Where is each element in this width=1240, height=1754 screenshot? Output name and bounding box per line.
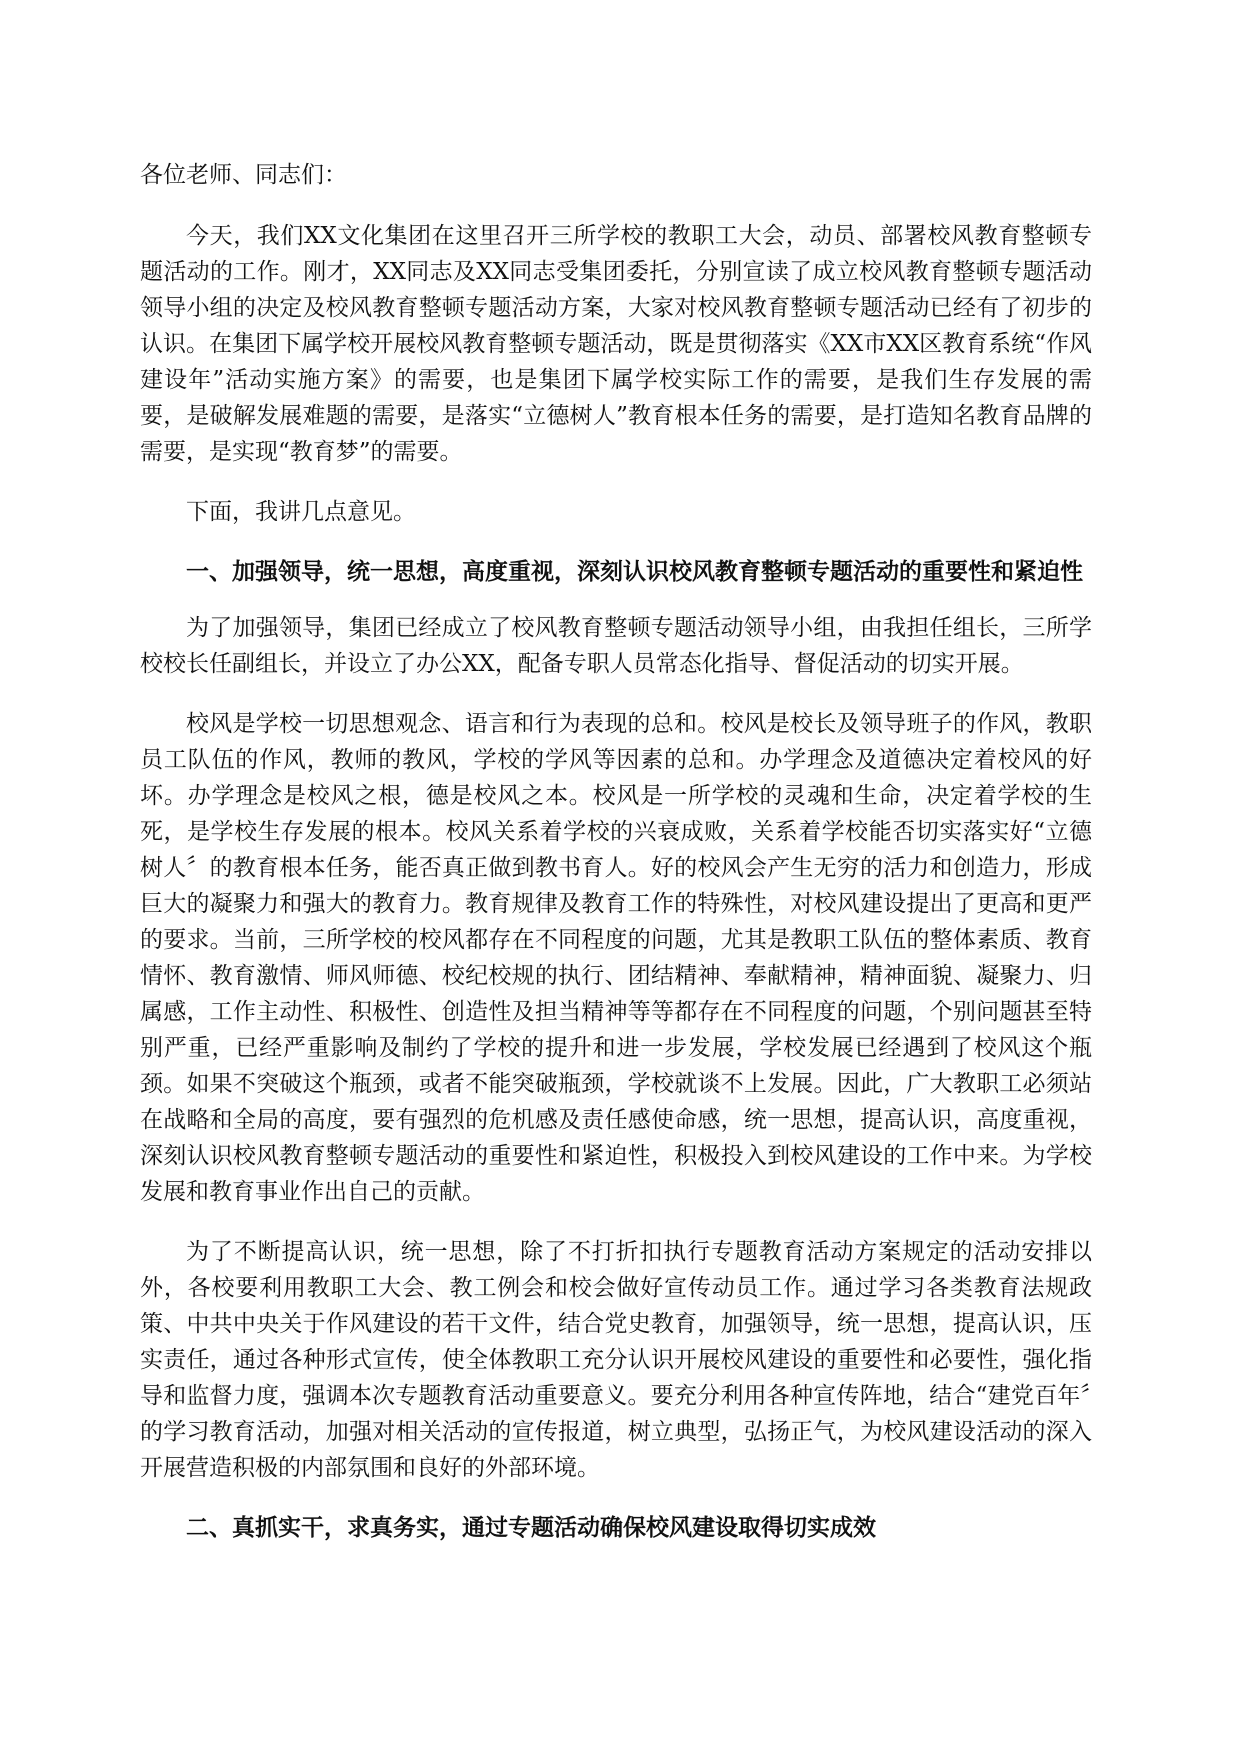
- section-heading: 一、加强领导，统一思想，高度重视，深刻认识校风教育整顿专题活动的重要性和紧迫性: [186, 558, 1083, 585]
- body-paragraph: 为了不断提高认识，统一思想，除了不打折扣执行专题教育活动方案规定的活动安排以外，各校要利用教职工大会、教工例会和校会做好宣传动员工作。通过学习各类教育法规政策、中共中央关于作风建设的若干文件，结合党史教育，加强领导，统一思想，提高认识，压实责任，通过各种形式宣传，使全体教职工充分认识开展校风建设的重要性和必要性，强化指导和监督力度，强调本次专题教育活动重要意义。要充分利用各种宣传阵地，结合“建党百年〞的学习教育活动，加强对相关活动的宣传报道，树立典型，弘扬正气，为校风建设活动的深入开展营造积极的内部氛围和良好的外部环境。: [140, 1239, 1092, 1481]
- document-page: [140, 158, 1092, 1566]
- salutation: 各位老师、同志们：: [140, 162, 347, 188]
- document-body: [140, 218, 1092, 1546]
- body-paragraph: 为了加强领导，集团已经成立了校风教育整顿专题活动领导小组，由我担任组长，三所学校校长任副组长，并设立了办公XX，配备专职人员常态化指导、督促活动的切实开展。: [140, 615, 1092, 677]
- body-paragraph: 今天，我们XX文化集团在这里召开三所学校的教职工大会，动员、部署校风教育整顿专题活动的工作。刚才，XX同志及XX同志受集团委托，分别宣读了成立校风教育整顿专题活动领导小组的决定及校风教育整顿专题活动方案，大家对校风教育整顿专题活动已经有了初步的认识。在集团下属学校开展校风教育整顿专题活动，既是贯彻落实《XX市XX区教育系统“作风建设年”活动实施方案》的需要，也是集团下属学校实际工作的需要，是我们生存发展的需要，是破解发展难题的需要，是落实“立德树人”教育根本任务的需要，是打造知名教育品牌的需要，是实现“教育梦”的需要。: [140, 223, 1092, 465]
- section-heading: 二、真抓实干，求真务实，通过专题活动确保校风建设取得切实成效: [186, 1514, 876, 1541]
- body-paragraph: 校风是学校一切思想观念、语言和行为表现的总和。校风是校长及领导班子的作风，教职员工队伍的作风，教师的教风，学校的学风等因素的总和。办学理念及道德决定着校风的好坏。办学理念是校风之根，德是校风之本。校风是一所学校的灵魂和生命，决定着学校的生死，是学校生存发展的根本。校风关系着学校的兴衰成败，关系着学校能否切实落实好“立德树人〞的教育根本任务，能否真正做到教书育人。好的校风会产生无穷的活力和创造力，形成巨大的凝聚力和强大的教育力。教育规律及教育工作的特殊性，对校风建设提出了更高和更严的要求。当前，三所学校的校风都存在不同程度的问题，尤其是教职工队伍的整体素质、教育情怀、教育激情、师风师德、校纪校规的执行、团结精神、奉献精神，精神面貌、凝聚力、归属感，工作主动性、积极性、创造性及担当精神等等都存在不同程度的问题，个别问题甚至特别严重，已经严重影响及制约了学校的提升和进一步发展，学校发展已经遇到了校风这个瓶颈。如果不突破这个瓶颈，或者不能突破瓶颈，学校就谈不上发展。因此，广大教职工必须站在战略和全局的高度，要有强烈的危机感及责任感使命感，统一思想，提高认识，高度重视，深刻认识校风教育整顿专题活动的重要性和紧迫性，积极投入到校风建设的工作中来。为学校发展和教育事业作出自己的贡献。: [140, 711, 1092, 1205]
- body-paragraph: 下面，我讲几点意见。: [186, 499, 416, 525]
